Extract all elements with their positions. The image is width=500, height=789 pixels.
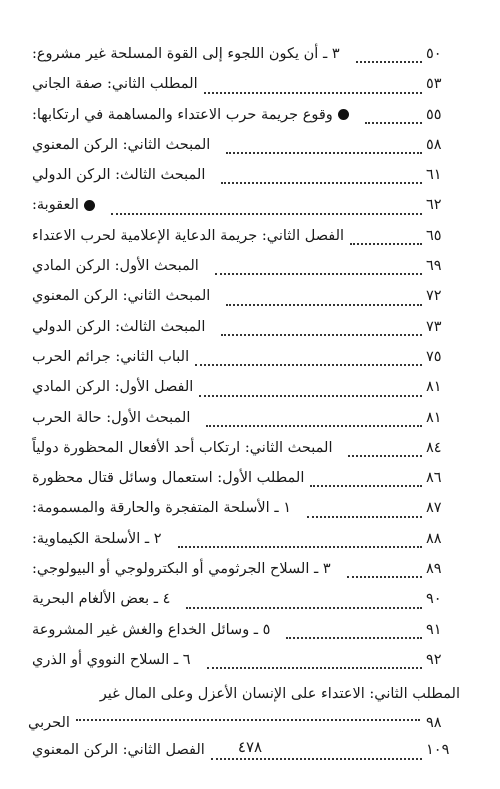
toc-entry-title-line2: الحربي [28,715,70,732]
toc-entry-page: ٦٥ [426,227,442,244]
toc-entry [28,622,460,652]
toc-entry-title: ٦ ـ السلاح النووي أو الذري [32,651,191,668]
toc-entry-title: ٤ ـ بعض الألغام البحرية [32,591,171,608]
dot-leader [310,485,422,487]
toc-entry-page: ٥٠ [426,46,442,62]
toc-entry-title: المبحث الثالث: الركن الدولي [32,318,206,335]
toc-entry [28,76,460,106]
toc-entry-page: ٦٢ [426,197,442,214]
dot-leader [350,243,422,245]
dot-leader [211,758,422,760]
dot-leader [365,122,422,124]
dot-leader [226,152,422,154]
toc-entry-page: ٩٨ [426,715,442,732]
dot-leader [221,182,422,184]
toc-entry-page: ٥٨ [426,136,442,153]
toc-entry-multiline [28,682,460,742]
dot-leader [207,667,422,669]
toc-entry-page: ٨٩ [426,561,442,578]
toc-entry-page: ٦٩ [426,258,442,275]
toc-entry [28,652,460,682]
toc-entry-title: المبحث الأول: حالة الحرب [32,409,191,426]
dot-leader [195,364,422,366]
toc-entry-page: ٨٦ [426,470,442,487]
toc-entry [28,500,460,530]
table-of-contents [28,46,460,773]
toc-entry-page: ١٠٩ [426,742,450,759]
toc-entry-title: المبحث الثالث: الركن الدولي [32,167,206,184]
toc-entry [28,531,460,561]
toc-entry-page: ٨١ [426,379,442,396]
dot-leader [221,334,422,336]
toc-entry [28,561,460,591]
toc-entry [28,440,460,470]
toc-entry [28,197,460,227]
dot-leader [178,546,422,548]
toc-entry-page: ٨٤ [426,439,442,456]
dot-leader [76,719,420,721]
toc-entry-title: المبحث الثاني: الركن المعنوي [32,288,211,305]
dot-leader [186,607,422,609]
dot-leader [347,576,422,578]
toc-entry-title: ٣ ـ السلاح الجرثومي أو البكترولوجي أو البيولوجي: [32,561,331,578]
toc-entry-title: ٣ ـ أن يكون اللجوء إلى القوة المسلحة غير مشروع: [32,46,340,62]
toc-entry [28,410,460,440]
toc-entry-title-line1: المطلب الثاني: الاعتداء على الإنسان الأعزل وعلى المال غير [99,686,460,703]
toc-entry-page: ٧٣ [426,318,442,335]
toc-entry-title: وقوع جريمة حرب الاعتداء والمساهمة في ارتكابها: [32,106,333,123]
toc-entry [28,288,460,318]
toc-entry-title: العقوبة: [32,197,79,214]
toc-entry [28,591,460,621]
toc-entry [28,137,460,167]
toc-entry-title: الفصل الثاني: جريمة الدعاية الإعلامية لحرب الاعتداء [32,227,345,244]
toc-entry-page: ٩٠ [426,591,442,608]
dot-leader [206,425,422,427]
toc-entry-title: المطلب الثاني: صفة الجاني [32,76,198,93]
toc-entry [28,470,460,500]
toc-entry-title: الباب الثاني: جرائم الحرب [32,348,190,365]
toc-entry-title: المطلب الأول: استعمال وسائل قتال محظورة [32,470,305,487]
toc-entry-page: ٥٣ [426,76,442,93]
toc-entry [28,46,460,76]
toc-entry-page: ٧٥ [426,348,442,365]
toc-entry-page: ٧٢ [426,288,442,305]
toc-entry-title: الفصل الثاني: الركن المعنوي [32,742,205,759]
dot-leader [286,637,422,639]
toc-entry-title: المبحث الأول: الركن المادي [32,258,199,275]
toc-entry-page: ٨٨ [426,530,442,547]
dot-leader [307,516,422,518]
dot-leader [111,213,422,215]
toc-entry-title: الفصل الأول: الركن المادي [32,379,194,396]
dot-leader [226,304,422,306]
toc-entry [28,107,460,137]
dot-leader [348,455,422,457]
toc-entry [28,167,460,197]
toc-entry [28,379,460,409]
toc-entry-page: ٨١ [426,409,442,426]
toc-entry-title: ٢ ـ الأسلحة الكيماوية: [32,530,162,547]
toc-entry-title: المبحث الثاني: الركن المعنوي [32,136,211,153]
toc-entry [28,258,460,288]
toc-entry-page: ٩١ [426,621,442,638]
toc-entry [28,349,460,379]
toc-entry-page: ٥٥ [426,106,442,123]
bullet-icon [338,109,349,120]
dot-leader [356,61,422,63]
toc-entry-page: ٩٢ [426,651,442,668]
page-number: ٤٧٨ [237,738,263,756]
toc-entry-title: ١ ـ الأسلحة المتفجرة والحارقة والمسمومة: [32,500,291,517]
bullet-icon [84,200,95,211]
dot-leader [215,273,422,275]
toc-entry [28,319,460,349]
toc-entry-title: ٥ ـ وسائل الخداع والغش غير المشروعة [32,621,271,638]
toc-entry-page: ٦١ [426,167,442,184]
dot-leader [204,92,422,94]
dot-leader [199,395,422,397]
toc-entry [28,228,460,258]
toc-entry-page: ٨٧ [426,500,442,517]
toc-entry-title: المبحث الثاني: ارتكاب أحد الأفعال المحظورة دولياً [32,439,333,456]
